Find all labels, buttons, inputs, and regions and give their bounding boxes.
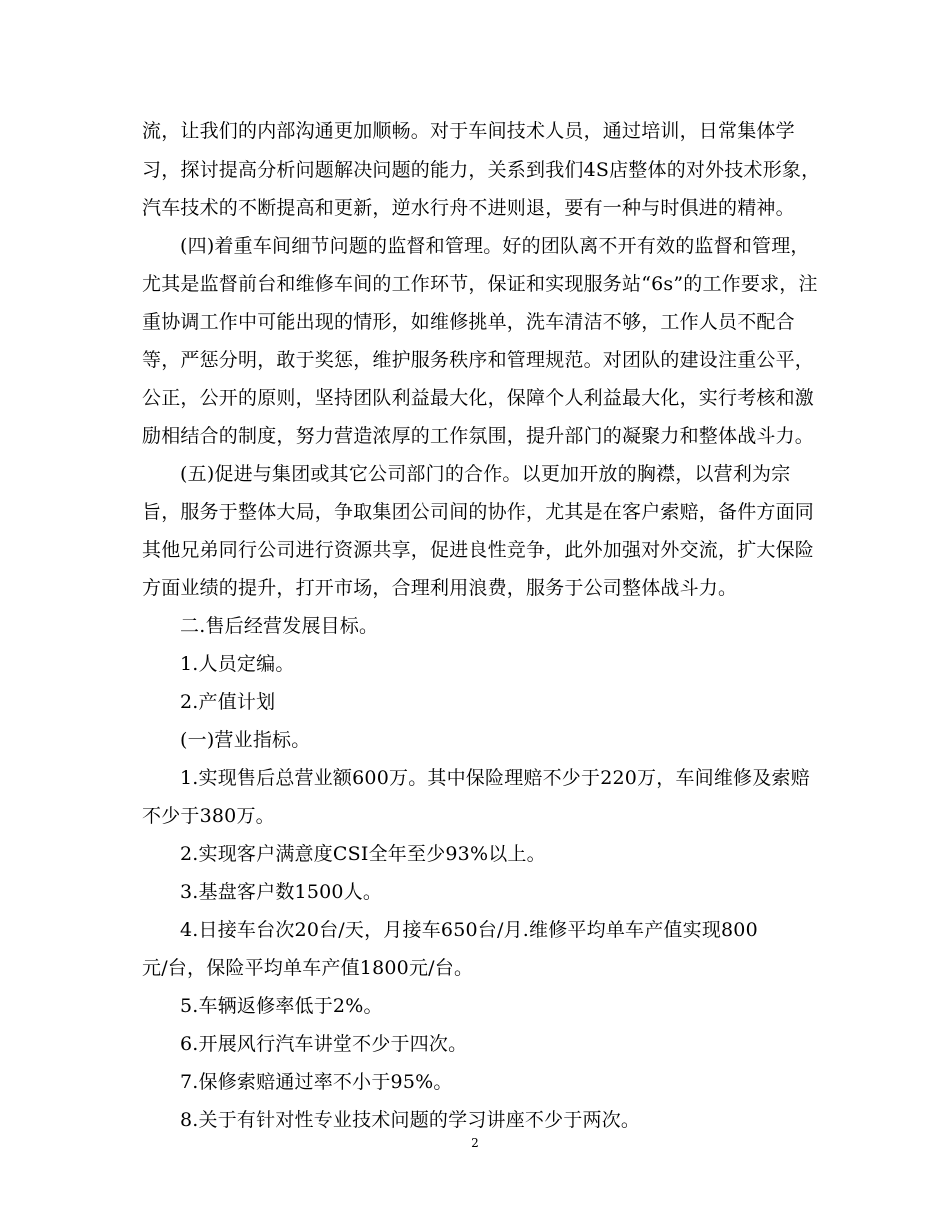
subsection-heading: (一)营业指标。	[180, 729, 311, 751]
list-item: 8.关于有针对性专业技术问题的学习讲座不少于两次。	[180, 1109, 641, 1131]
text-line: 习，探讨提高分析问题解决问题的能力，关系到我们4S店整体的对外技术形象，	[142, 159, 821, 181]
list-item: 6.开展风行汽车讲堂不少于四次。	[180, 1033, 468, 1055]
text-line: 方面业绩的提升，打开市场，合理利用浪费，服务于公司整体战斗力。	[142, 577, 738, 599]
text-line: 其他兄弟同行公司进行资源共享，促进良性竞争，此外加强对外交流，扩大保险	[142, 539, 815, 561]
list-item: 2.实现客户满意度CSI全年至少93%以上。	[180, 843, 546, 865]
list-item: 5.车辆返修率低于2%。	[180, 995, 383, 1017]
page-number: 2	[471, 1136, 479, 1150]
text-line: 重协调工作中可能出现的情形，如维修挑单，洗车清洁不够，工作人员不配合	[142, 311, 795, 333]
list-item-continuation: 元/台，保险平均单车产值1800元/台。	[142, 957, 474, 979]
list-item: 1.人员定编。	[180, 653, 295, 675]
text-line: 汽车技术的不断提高和更新，逆水行舟不进则退，要有一种与时俱进的精神。	[142, 197, 795, 219]
list-item: 4.日接车台次20台/天，月接车650台/月.维修平均单车产值实现800	[180, 919, 758, 941]
text-line: 尤其是监督前台和维修车间的工作环节，保证和实现服务站“6s”的工作要求，注	[142, 273, 818, 295]
list-item: 3.基盘客户数1500人。	[180, 881, 383, 903]
text-line: 公正，公开的原则，坚持团队利益最大化，保障个人利益最大化，实行考核和激	[142, 387, 815, 409]
text-line: (五)促进与集团或其它公司部门的合作。以更加开放的胸襟，以营利为宗	[180, 463, 791, 485]
section-heading: 二.售后经营发展目标。	[180, 615, 379, 637]
text-line: (四)着重车间细节问题的监督和管理。好的团队离不开有效的监督和管理，	[180, 235, 810, 257]
text-line: 等，严惩分明，敢于奖惩，维护服务秩序和管理规范。对团队的建设注重公平，	[142, 349, 815, 371]
text-line: 励相结合的制度，努力营造浓厚的工作氛围，提升部门的凝聚力和整体战斗力。	[142, 425, 815, 447]
text-line: 旨，服务于整体大局，争取集团公司间的协作，尤其是在客户索赔，备件方面同	[142, 501, 815, 523]
text-line: 流，让我们的内部沟通更加顺畅。对于车间技术人员，通过培训，日常集体学	[142, 120, 795, 142]
list-item: 2.产值计划	[180, 691, 276, 713]
list-item: 1.实现售后总营业额600万。其中保险理赔不少于220万，车间维修及索赔	[180, 767, 810, 789]
list-item: 7.保修索赔通过率不小于95%。	[180, 1071, 453, 1093]
list-item-continuation: 不少于380万。	[142, 805, 275, 827]
